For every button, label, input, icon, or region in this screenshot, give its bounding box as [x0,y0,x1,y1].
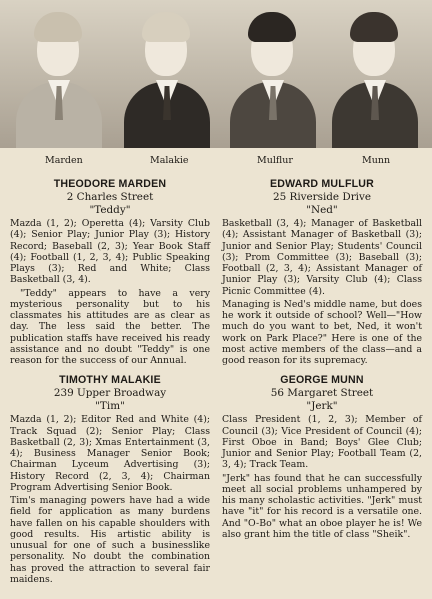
student-nickname: "Ned" [306,204,338,216]
student-nickname: "Tim" [95,400,125,413]
portrait-marden [10,4,108,148]
student-address: 56 Margaret Street [270,387,374,400]
student-address: 25 Riverside Drive [272,191,372,203]
photo-caption [0,155,432,169]
portrait-mulflur [224,4,322,148]
student-activities: Mazda (1, 2); Editor Red and White (4); Track Squad (2); Senior Play; Class Basketball (2, 3); Xmas Entertainment (3, 4); Business Manager Senior Book; Chairman Lyceum Advertising (3); History Record (2, 3, 4); Chairman Program Advertising Senior Book. [10,414,210,493]
student-address: 2 Charles Street [66,191,154,203]
student-description: Managing is Ned's middle name, but does he work it outside of school? Well—"How much do you want to bet, Ned, it won't work on Park Place?" Here is one of the most active members of the class—and a good reason for its supremacy. [222,298,422,366]
student-description: Tim's managing powers have had a wide field for application as many burdens have fallen on his capable shoulders with good results. His artistic ability is unusual for one of such a businesslike personality. No doubt the combination has proved the attraction to several fair maidens. [10,495,210,585]
student-name: EDWARD MULFLUR [269,178,374,190]
caption-name: Mulflur [257,155,293,166]
student-name: THEODORE MARDEN [53,178,167,190]
student-entry [222,374,422,540]
student-activities: Mazda (1, 2); Operetta (4); Varsity Club (4); Senior Play; Junior Play (3); History Record; Baseball (2, 3); Year Book Staff (4); Football (1, 2, 3, 4); Public Speaking Plays (3); Red and White; Class Basketball (3, 4). [10,218,210,286]
group-photo [0,0,432,148]
student-entry [10,374,210,585]
right-column [222,178,422,540]
student-entry [10,178,210,366]
student-entry [222,178,422,366]
caption-name: Marden [45,155,83,166]
student-nickname: "Teddy" [89,204,131,216]
student-activities: Class President (1, 2, 3); Member of Council (3); Vice President of Council (4); First Oboe in Band; Boys' Glee Club; Junior and Senior Play; Football Team (2, 3, 4); Track Team. [222,414,422,471]
student-name: GEORGE MUNN [280,374,364,387]
student-name: TIMOTHY MALAKIE [59,374,161,387]
student-activities: Basketball (3, 4); Manager of Basketball (4); Assistant Manager of Basketball (3); Junior and Senior Play; Students' Council (3); Prom Committee (3); Baseball (3); Football (2, 3, 4); Assistant Manager of Junior Play (3); Varsity Club (4); Class Picnic Committee (4). [222,218,422,297]
student-nickname: "Jerk" [306,400,338,413]
caption-name: Malakie [150,155,189,166]
student-address: 239 Upper Broadway [53,387,167,400]
student-description: "Teddy" appears to have a very mysterious personality but to his classmates his attitudes are as clear as day. The less said the better. The publication staffs have received his ready assistance and no doubt "Teddy" is one reason for the success of our Annual. [10,287,210,366]
portrait-malakie [118,4,216,148]
left-column [10,178,210,585]
caption-name: Munn [362,155,391,166]
student-description: "Jerk" has found that he can successfully meet all social problems unhampered by his many scholastic activities. "Jerk" must have "it" for his record is a versatile one. And "O-Bo" what an oboe player he is! We also grant him the title of class "Sheik". [222,472,422,540]
portrait-munn [326,4,424,148]
